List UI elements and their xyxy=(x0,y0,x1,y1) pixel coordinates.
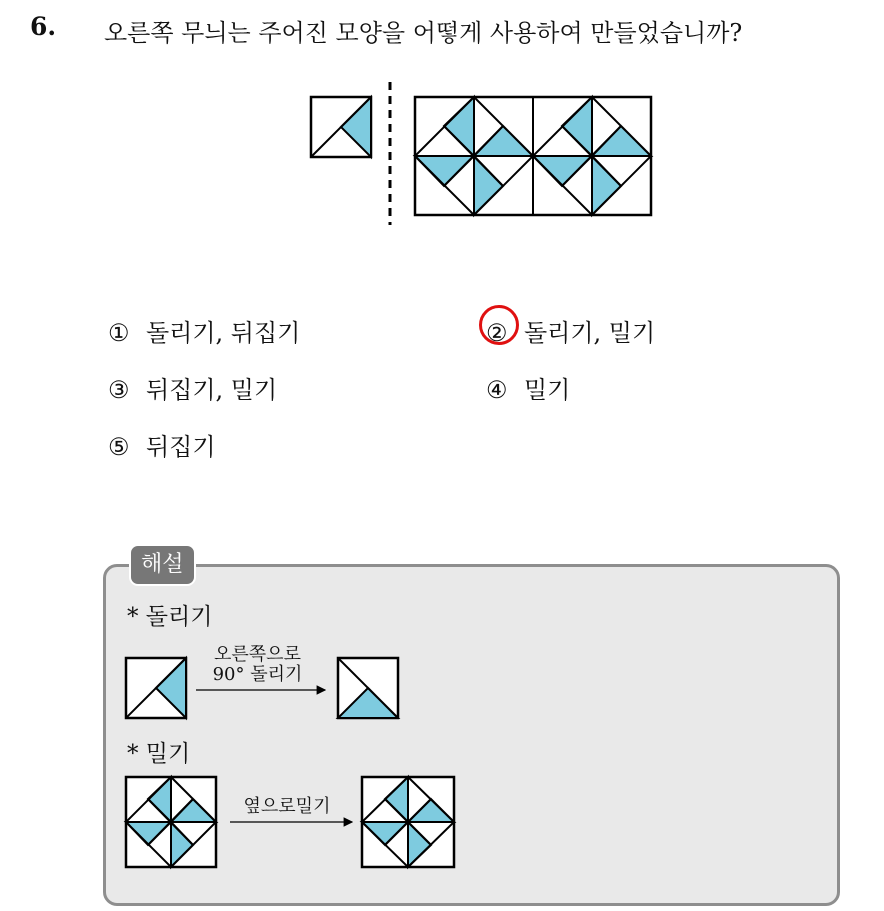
option-1-number: ① xyxy=(108,319,130,347)
option-1-label: 돌리기, 뒤집기 xyxy=(146,319,301,347)
question-text: 오른쪽 무늬는 주어진 모양을 어떻게 사용하여 만들었습니까? xyxy=(104,19,743,47)
option-3-label: 뒤집기, 밀기 xyxy=(146,376,278,404)
option-2-number: ② xyxy=(486,319,508,347)
option-1[interactable] xyxy=(108,313,300,348)
question-number: 6. xyxy=(30,12,57,41)
option-3[interactable] xyxy=(108,370,277,405)
option-4-label: 밀기 xyxy=(524,376,571,404)
slide-title: * 밀기 xyxy=(127,741,191,767)
solution-tab: 해설 xyxy=(129,544,196,586)
given-tile xyxy=(311,97,371,157)
option-5-label: 뒤집기 xyxy=(146,433,216,461)
option-5[interactable] xyxy=(108,427,216,462)
answer-circle-mark xyxy=(479,305,519,345)
option-4[interactable] xyxy=(486,370,570,405)
rotate-title: * 돌리기 xyxy=(127,604,213,630)
rotate-caption-line-1: 오른쪽으로 xyxy=(214,644,301,665)
option-4-number: ④ xyxy=(486,376,508,404)
option-5-number: ⑤ xyxy=(108,433,130,461)
rotate-caption xyxy=(200,645,315,685)
rotate-caption-line-2: 90° 돌리기 xyxy=(212,664,303,685)
slide-caption: 옆으로밀기 xyxy=(243,796,331,817)
option-3-number: ③ xyxy=(108,376,130,404)
solution-panel xyxy=(103,564,840,906)
option-2-label: 돌리기, 밀기 xyxy=(524,319,656,347)
pattern-grid xyxy=(415,97,651,215)
